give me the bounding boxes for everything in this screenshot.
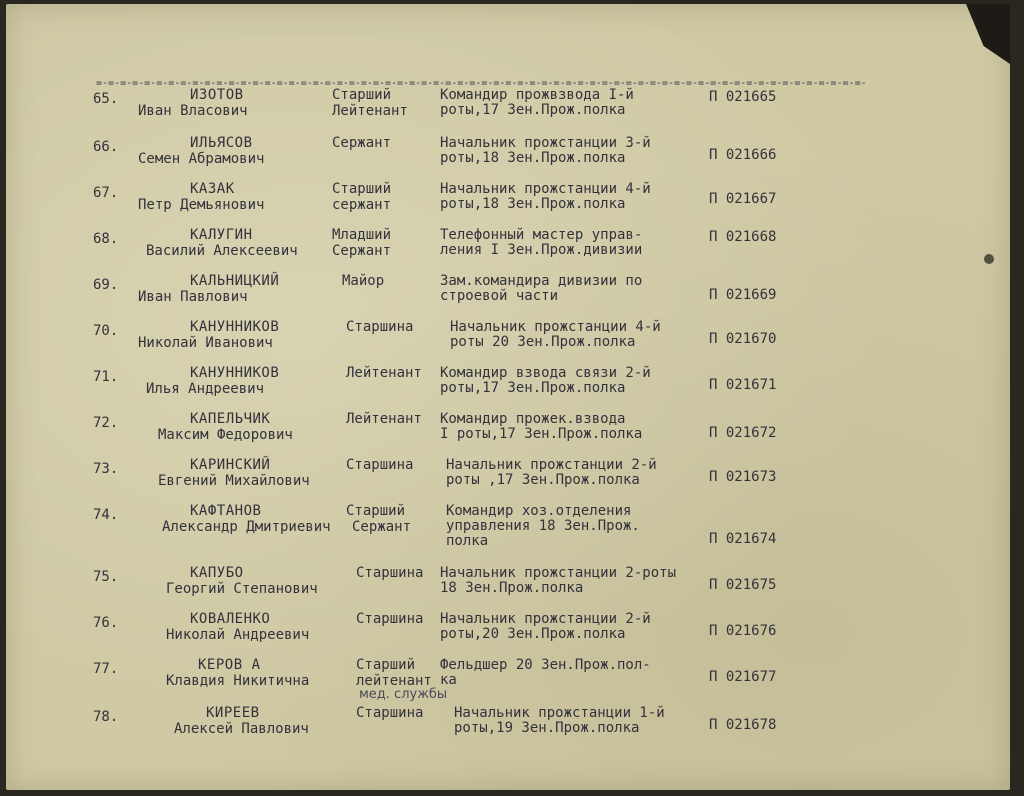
separator-line: =-=-=-=-=-=-=-=-=-=-=-=-=-=-=-=-=-=-=-=-=-=-=-=-=-=-=-=-=-=-=-=-=-=-=-=-=-=-=-=-=-=-=-=-=-=-=-=-=-=-=-=-=-=-=-=-=-=-=-=-=-=-=-=- xyxy=(96,78,867,89)
certificate-number: П 021672 xyxy=(709,425,777,441)
family-name: КАНУННИКОВ xyxy=(190,365,280,381)
position-text: Начальник прожстанции 2-роты 18 Зен.Прож.полка xyxy=(440,565,677,596)
certificate-number: П 021676 xyxy=(709,623,777,639)
torn-corner xyxy=(966,4,1010,64)
family-name: ИЗОТОВ xyxy=(190,87,244,103)
given-name: Георгий Степанович xyxy=(166,581,318,597)
record-number: 76. xyxy=(93,615,119,631)
position-text: Фельдшер 20 Зен.Прож.пол- ка xyxy=(440,657,651,688)
record-row xyxy=(6,566,1010,614)
given-name: Илья Андреевич xyxy=(146,381,265,397)
given-name: Иван Власович xyxy=(138,103,248,119)
record-number: 72. xyxy=(93,415,119,431)
rank-line-1: Старшина xyxy=(346,457,414,473)
given-name: Василий Алексеевич xyxy=(146,243,298,259)
rank-line-1: Старшина xyxy=(356,611,424,627)
rank-line-2: Сержант xyxy=(332,243,392,259)
given-name: Николай Андреевич xyxy=(166,627,310,643)
certificate-number: П 021666 xyxy=(709,147,777,163)
certificate-number: П 021677 xyxy=(709,669,777,685)
position-text: Командир взвода связи 2-й роты,17 Зен.Прож.полка xyxy=(440,365,651,396)
rank-line-2: Сержант xyxy=(352,519,412,535)
family-name: КИРЕЕВ xyxy=(206,705,260,721)
record-row xyxy=(6,412,1010,460)
record-row xyxy=(6,612,1010,660)
family-name: КАРИНСКИЙ xyxy=(190,457,271,473)
record-row xyxy=(6,658,1010,706)
given-name: Семен Абрамович xyxy=(138,151,265,167)
record-number: 67. xyxy=(93,185,119,201)
handwritten-note: мед. службы xyxy=(359,687,448,702)
record-number: 73. xyxy=(93,461,119,477)
rank-line-1: Старший xyxy=(346,503,406,519)
certificate-number: П 021678 xyxy=(709,717,777,733)
position-text: Начальник прожстанции 2-й роты,20 Зен.Прож.полка xyxy=(440,611,651,642)
record-number: 65. xyxy=(93,91,119,107)
rank-line-1: Лейтенант xyxy=(346,411,422,427)
position-text: Начальник прожстанции 4-й роты,18 Зен.Прож.полка xyxy=(440,181,651,212)
family-name: КАПЕЛЬЧИК xyxy=(190,411,271,427)
certificate-number: П 021674 xyxy=(709,531,777,547)
given-name: Николай Иванович xyxy=(138,335,273,351)
given-name: Евгений Михайлович xyxy=(158,473,310,489)
record-row xyxy=(6,182,1010,230)
rank-line-1: Лейтенант xyxy=(346,365,422,381)
family-name: КАЛУГИН xyxy=(190,227,253,243)
position-text: Начальник прожстанции 3-й роты,18 Зен.Прож.полка xyxy=(440,135,651,166)
record-row xyxy=(6,274,1010,322)
certificate-number: П 021665 xyxy=(709,89,777,105)
record-row xyxy=(6,458,1010,506)
certificate-number: П 021671 xyxy=(709,377,777,393)
given-name: Алексей Павлович xyxy=(174,721,309,737)
record-row xyxy=(6,504,1010,564)
position-text: Начальник прожстанции 2-й роты ,17 Зен.Прож.полка xyxy=(446,457,657,488)
rank-line-1: Майор xyxy=(342,273,385,289)
given-name: Александр Дмитриевич xyxy=(162,519,331,535)
record-number: 74. xyxy=(93,507,119,523)
position-text: Зам.командира дивизии по строевой части xyxy=(440,273,643,304)
record-row xyxy=(6,706,1010,754)
record-row xyxy=(6,88,1010,136)
rank-line-1: Старший xyxy=(332,181,392,197)
rank-line-2: Лейтенант xyxy=(332,103,408,119)
rank-line-1: Старшина xyxy=(356,705,424,721)
family-name: ИЛЬЯСОВ xyxy=(190,135,253,151)
given-name: Иван Павлович xyxy=(138,289,248,305)
given-name: Максим Федорович xyxy=(158,427,293,443)
rank-line-2: лейтенант xyxy=(356,673,432,689)
record-number: 77. xyxy=(93,661,119,677)
rank-line-2: сержант xyxy=(332,197,392,213)
rank-line-1: Старший xyxy=(356,657,416,673)
rank-line-1: Старшина xyxy=(356,565,424,581)
record-number: 66. xyxy=(93,139,119,155)
record-row xyxy=(6,136,1010,184)
certificate-number: П 021673 xyxy=(709,469,777,485)
record-number: 71. xyxy=(93,369,119,385)
position-text: Командир прожек.взвода I роты,17 Зен.Прож.полка xyxy=(440,411,643,442)
rank-line-1: Младший xyxy=(332,227,392,243)
record-number: 69. xyxy=(93,277,119,293)
document-page xyxy=(6,4,1010,790)
given-name: Клавдия Никитична xyxy=(166,673,310,689)
family-name: КЕРОВ А xyxy=(198,657,261,673)
rank-line-1: Старший xyxy=(332,87,392,103)
record-row xyxy=(6,228,1010,276)
record-number: 70. xyxy=(93,323,119,339)
family-name: КОВАЛЕНКО xyxy=(190,611,271,627)
certificate-number: П 021670 xyxy=(709,331,777,347)
family-name: КАПУБО xyxy=(190,565,244,581)
family-name: КАЗАК xyxy=(190,181,235,197)
record-number: 68. xyxy=(93,231,119,247)
record-number: 75. xyxy=(93,569,119,585)
family-name: КАФТАНОВ xyxy=(190,503,262,519)
position-text: Телефонный мастер управ- ления I Зен.Прож.дивизии xyxy=(440,227,643,258)
position-text: Командир прожвзвода I-й роты,17 Зен.Прож.полка xyxy=(440,87,634,118)
rank-line-1: Старшина xyxy=(346,319,414,335)
certificate-number: П 021675 xyxy=(709,577,777,593)
certificate-number: П 021668 xyxy=(709,229,777,245)
record-row xyxy=(6,320,1010,368)
certificate-number: П 021669 xyxy=(709,287,777,303)
position-text: Командир хоз.отделения управления 18 Зен.Прож. полка xyxy=(446,503,640,549)
family-name: КАНУННИКОВ xyxy=(190,319,280,335)
certificate-number: П 021667 xyxy=(709,191,777,207)
rank-line-1: Сержант xyxy=(332,135,392,151)
position-text: Начальник прожстанции 1-й роты,19 Зен.Прож.полка xyxy=(454,705,665,736)
given-name: Петр Демьянович xyxy=(138,197,265,213)
position-text: Начальник прожстанции 4-й роты 20 Зен.Прож.полка xyxy=(450,319,661,350)
record-number: 78. xyxy=(93,709,119,725)
record-row xyxy=(6,366,1010,414)
family-name: КАЛЬНИЦКИЙ xyxy=(190,273,280,289)
